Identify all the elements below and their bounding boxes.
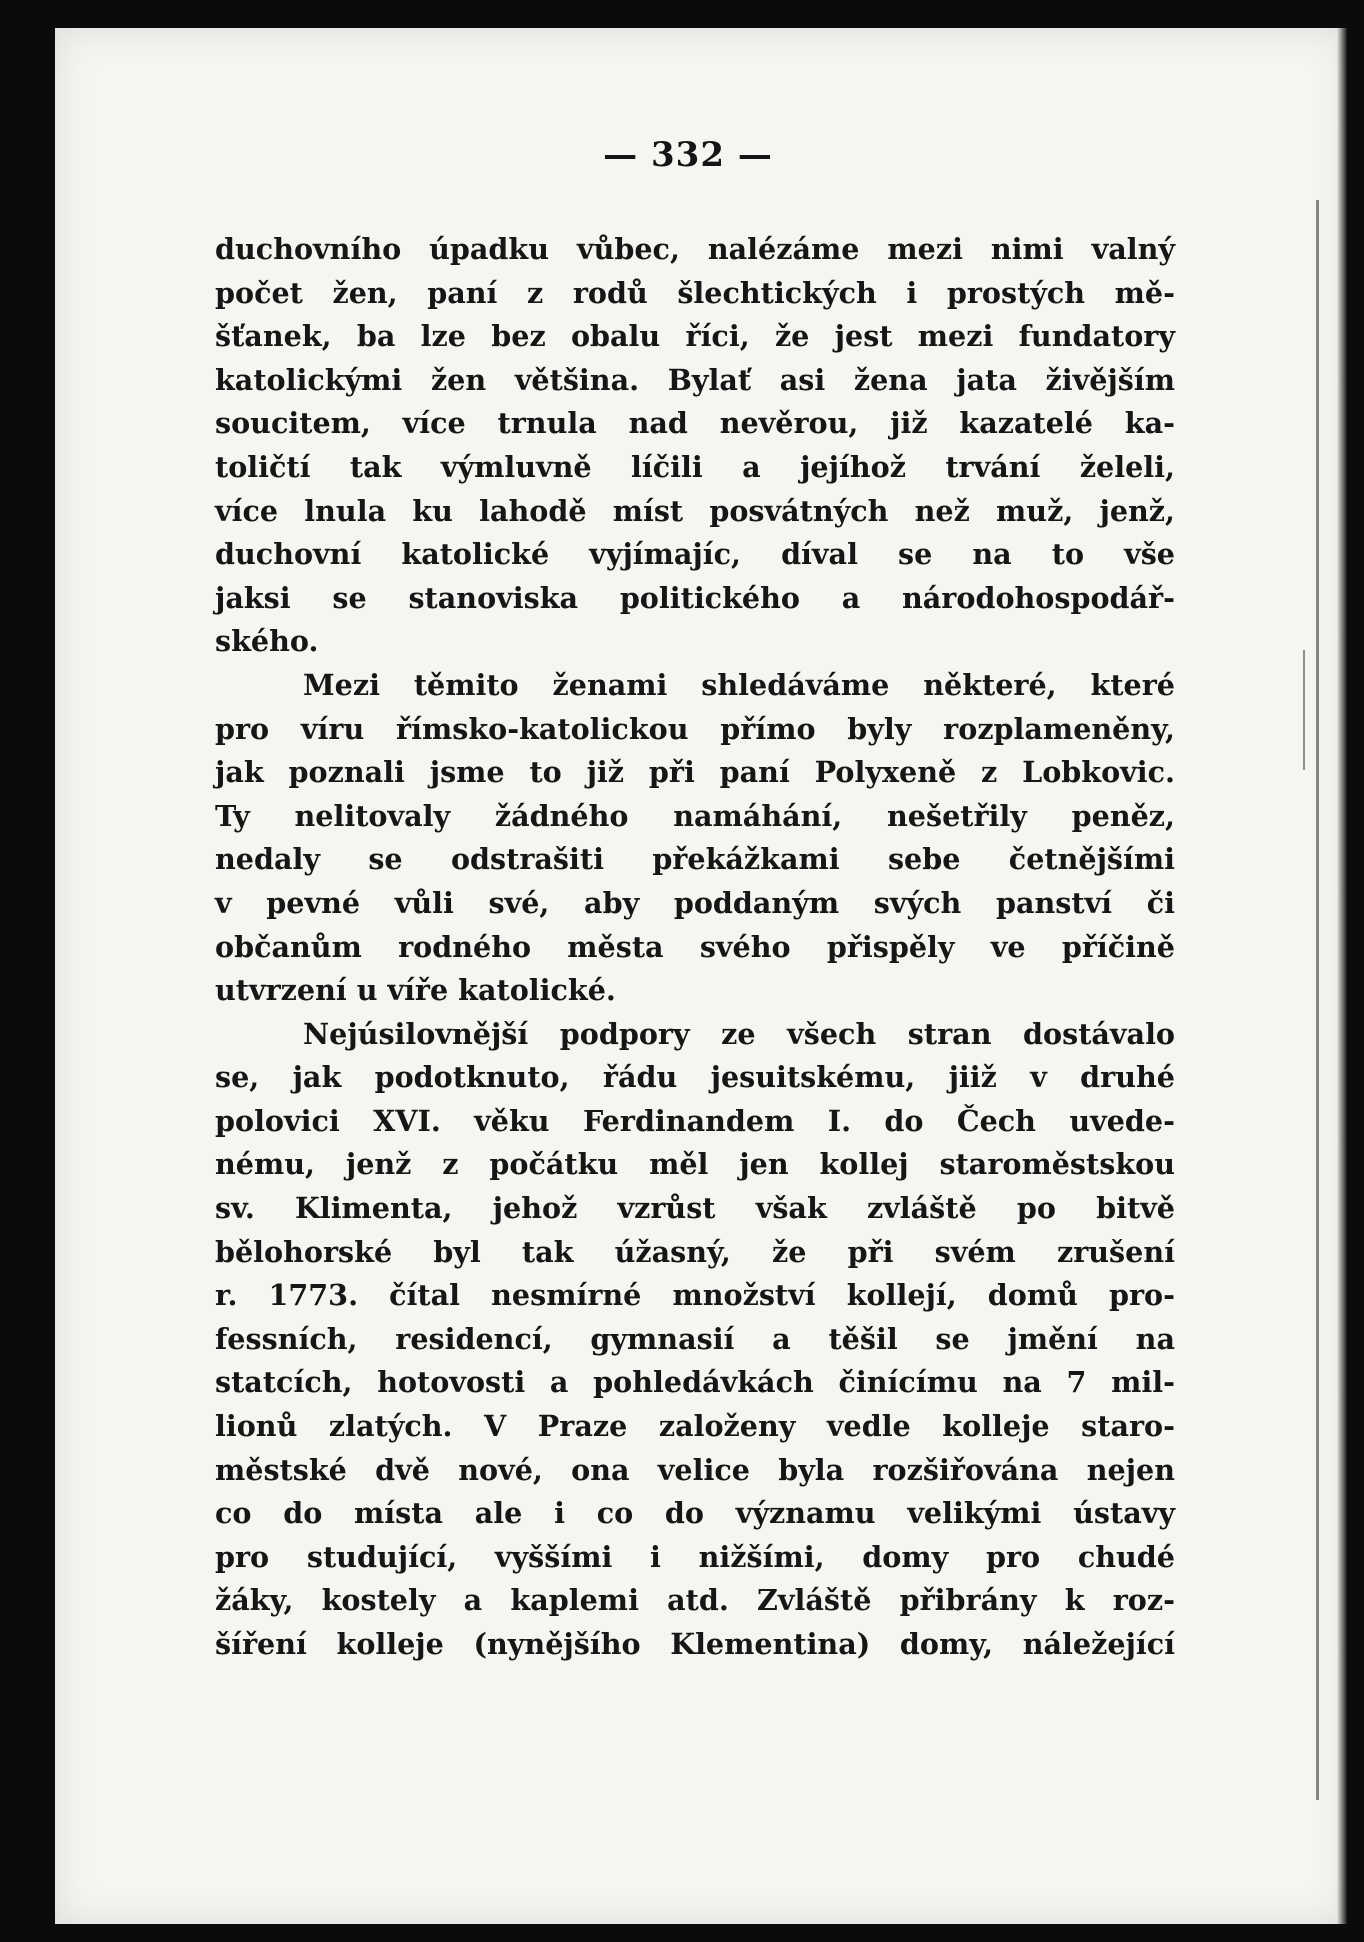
text-line: v pevné vůli své, aby poddaným svých panství či xyxy=(215,885,1175,920)
text-line: městské dvě nové, ona velice byla rozšiřována nejen xyxy=(215,1452,1175,1487)
text-line: ského. xyxy=(215,624,319,659)
text-line: toličtí tak výmluvně líčili a jejíhož trvání želeli, xyxy=(215,449,1175,484)
text-line: fessních, residencí, gymnasií a těšil se jmění na xyxy=(215,1321,1175,1356)
text-line: nedaly se odstrašiti překážkami sebe četnějšími xyxy=(215,842,1175,877)
text-line: polovici XVI. věku Ferdinandem I. do Čech uvede- xyxy=(215,1103,1175,1138)
text-line: Nejúsilovnější podpory ze všech stran dostávalo xyxy=(303,1016,1175,1051)
text-line: bělohorské byl tak úžasný, že při svém zrušení xyxy=(215,1234,1175,1269)
text-line: žáky, kostely a kaplemi atd. Zvláště přibrány k roz- xyxy=(215,1583,1175,1618)
text-line: soucitem, více trnula nad nevěrou, již kazatelé ka- xyxy=(215,406,1175,441)
text-line: jak poznali jsme to již při paní Polyxeně z Lobkovic. xyxy=(215,755,1175,790)
page-edge-shadow xyxy=(1337,28,1347,1924)
text-line: občanům rodného města svého přispěly ve příčině xyxy=(215,929,1175,964)
text-line: počet žen, paní z rodů šlechtických i prostých mě- xyxy=(215,275,1175,310)
text-line: pro víru římsko-katolickou přímo byly rozplameněny, xyxy=(215,711,1175,746)
text-line: Ty nelitovaly žádného namáhání, nešetřily peněz, xyxy=(215,798,1175,833)
text-line: jaksi se stanoviska politického a národohospodář- xyxy=(215,580,1175,615)
text-line: více lnula ku lahodě míst posvátných než muž, jenž, xyxy=(215,493,1175,528)
text-line: r. 1773. čítal nesmírné množství kollejí, domů pro- xyxy=(215,1278,1175,1313)
text-line: duchovního úpadku vůbec, nalézáme mezi nimi valný xyxy=(215,232,1175,266)
text-line: utvrzení u víře katolické. xyxy=(215,973,616,1008)
text-line: statcích, hotovosti a pohledávkách činícímu na 7 mil- xyxy=(215,1365,1175,1400)
text-line: Mezi těmito ženami shledáváme některé, které xyxy=(303,667,1175,702)
text-line: šíření kolleje (nynějšího Klementina) domy, náležející xyxy=(215,1627,1175,1661)
text-line: pro studující, vyššími i nižšími, domy pro chudé xyxy=(215,1539,1175,1574)
text-line: katolickými žen většina. Bylať asi žena jata živějším xyxy=(215,362,1175,397)
text-line: nému, jenž z počátku měl jen kollej staroměstskou xyxy=(215,1147,1175,1182)
margin-mark xyxy=(1316,200,1319,1800)
margin-mark xyxy=(1303,650,1305,770)
page-number: — 332 — xyxy=(603,135,773,175)
text-line: co do místa ale i co do významu velikými ústavy xyxy=(215,1496,1175,1531)
text-line: lionů zlatých. V Praze založeny vedle kolleje staro- xyxy=(215,1409,1175,1444)
body-text xyxy=(215,228,1175,1667)
text-line: šťanek, ba lze bez obalu říci, že jest mezi fundatory xyxy=(215,319,1175,354)
text-line: duchovní katolické vyjímajíc, díval se na to vše xyxy=(215,537,1175,572)
text-line: se, jak podotknuto, řádu jesuitskému, jiiž v druhé xyxy=(215,1060,1175,1095)
text-line: sv. Klimenta, jehož vzrůst však zvláště po bitvě xyxy=(215,1191,1175,1226)
